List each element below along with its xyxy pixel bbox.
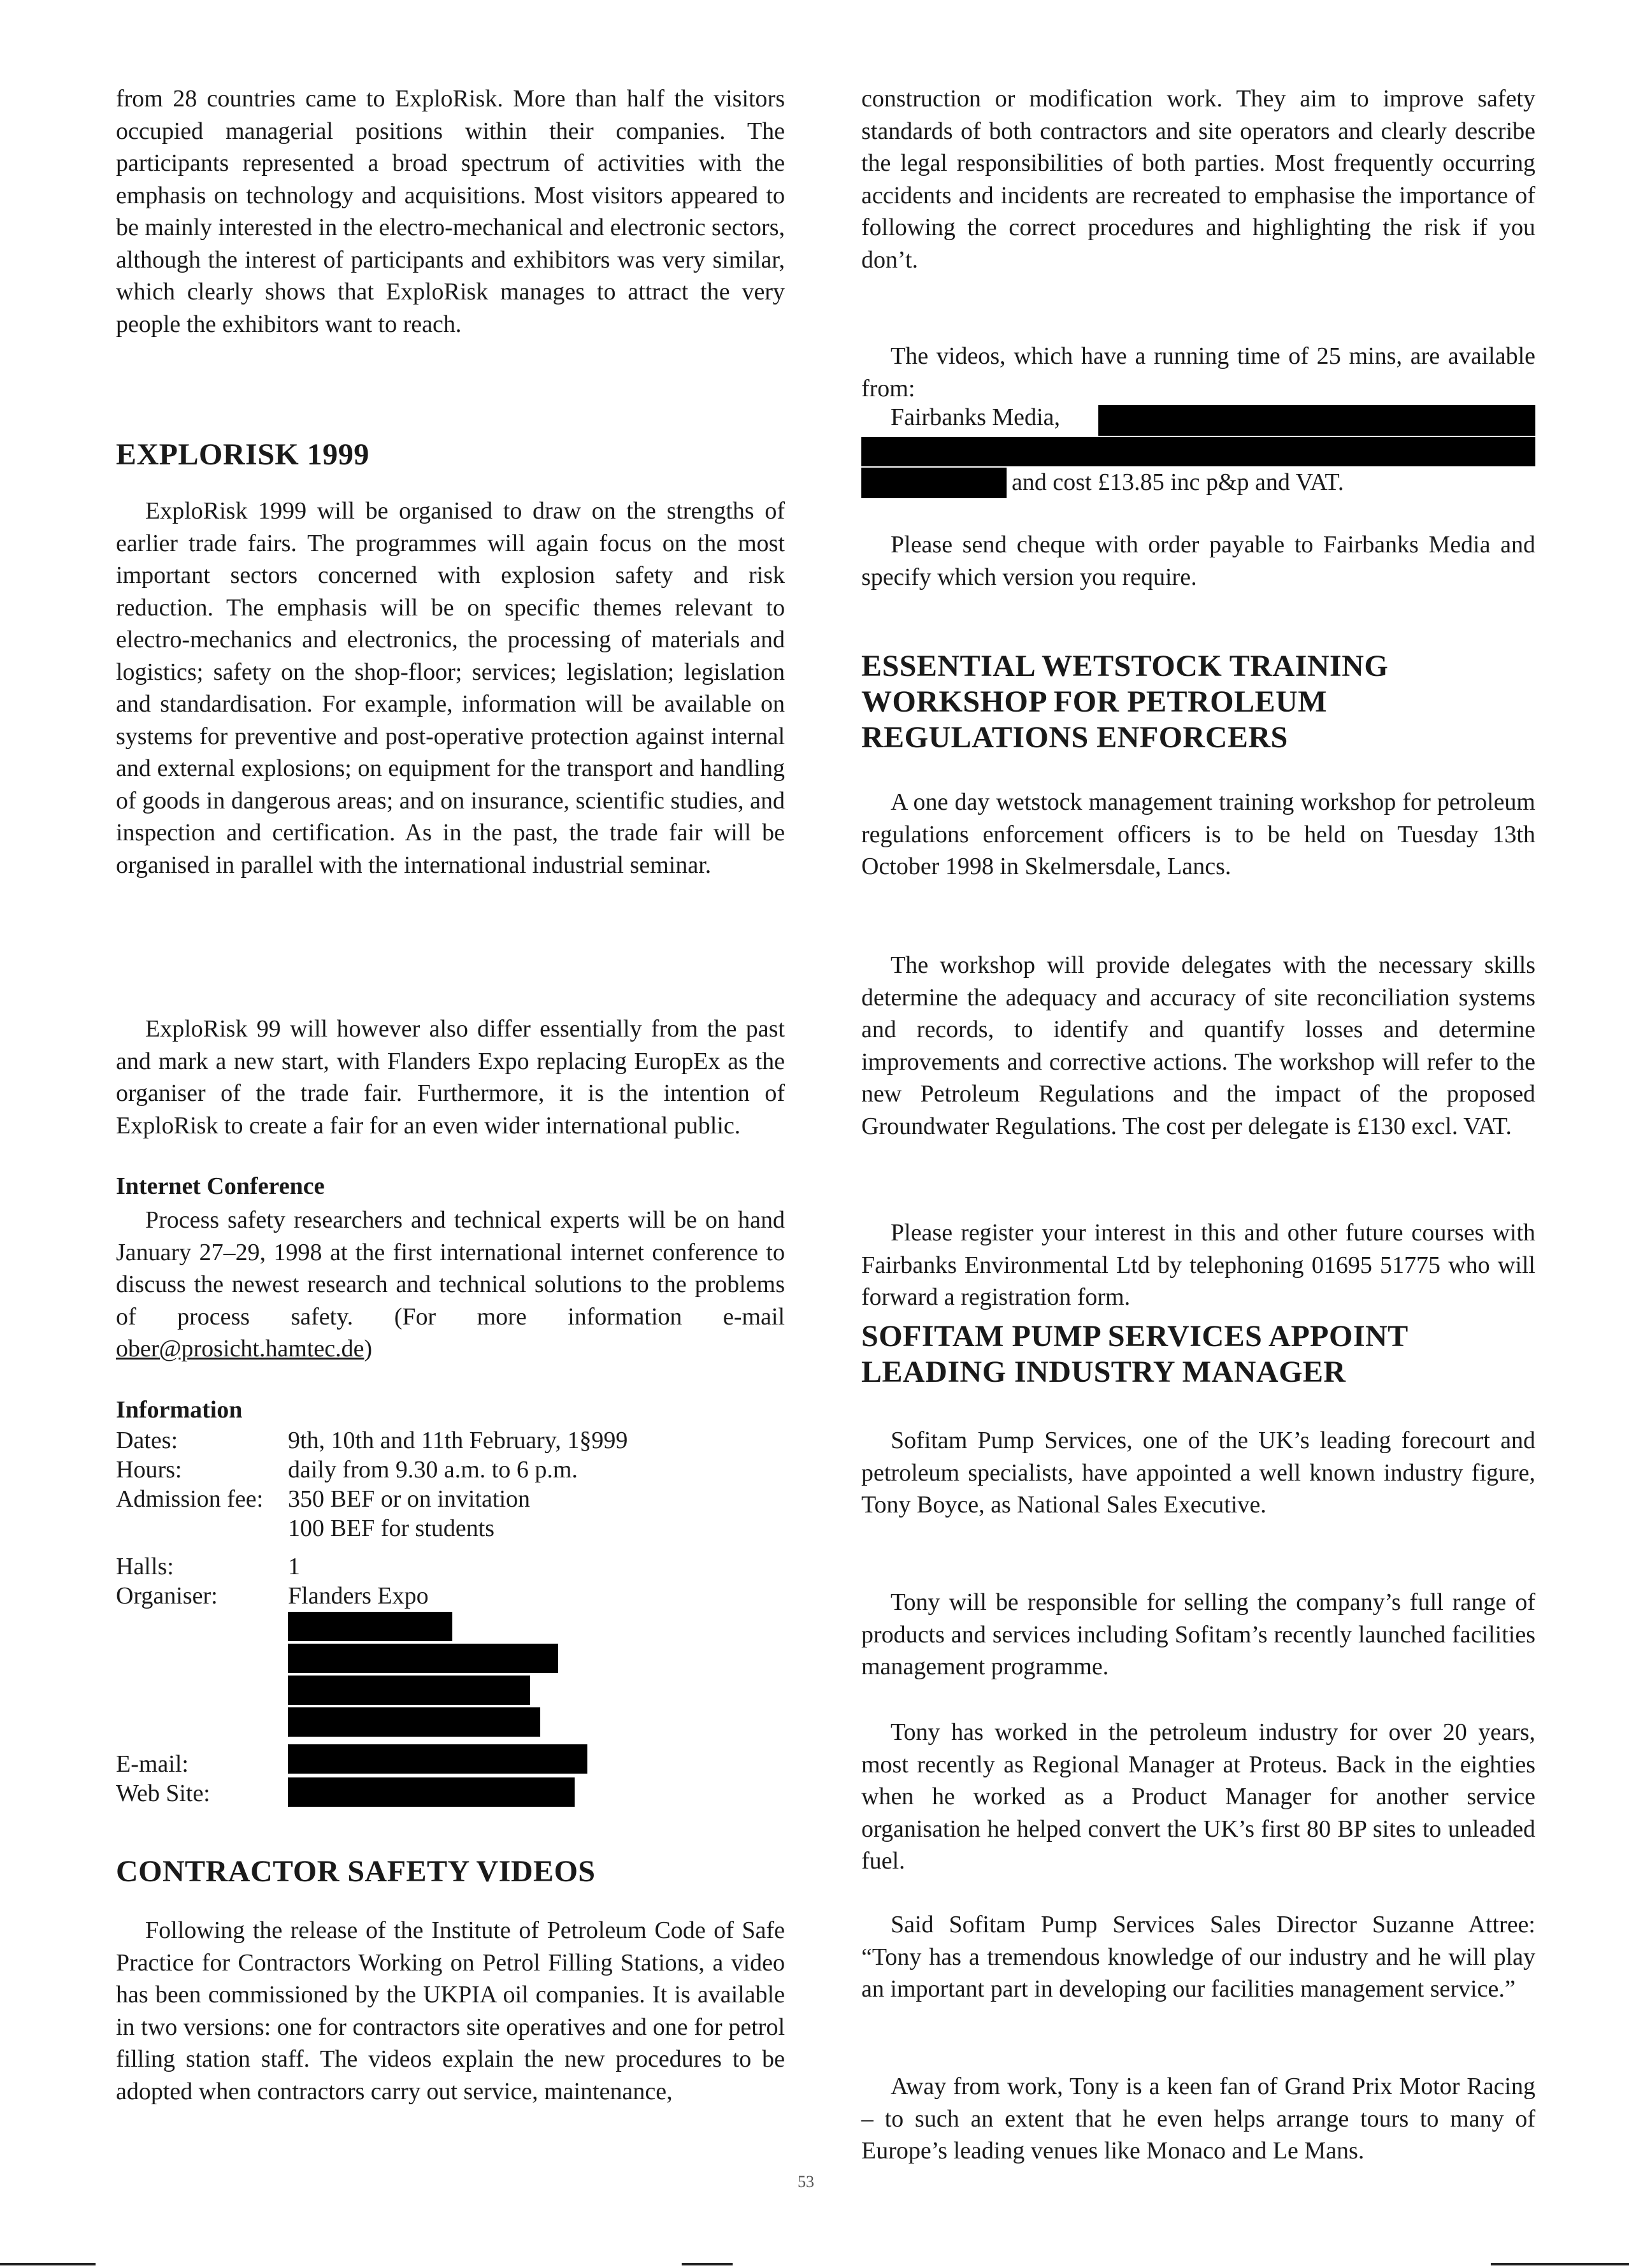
wetstock-training-heading: ESSENTIAL WETSTOCK TRAINING WORKSHOP FOR PETROLEUM REGULATIONS ENFORCERS: [861, 649, 1389, 754]
fairbanks-media-name: Fairbanks Media,: [891, 404, 1060, 431]
redacted-address-line-3: [288, 1676, 530, 1705]
contractor-continued-paragraph: construction or modification work. They aim to improve safety standards of both contractors and site operators and clearly describe the legal responsibilities of both parties. Most frequently occurring accidents and incidents are recreated to emphasise the importance of following the correct procedures and highlighting the risk if you don’t.: [861, 85, 1535, 273]
student-fee-value: 100 BEF for students: [288, 1515, 495, 1542]
admission-fee-value: 350 BEF or on invitation: [288, 1486, 530, 1512]
contractor-paragraph-1: Following the release of the Institute of Petroleum Code of Safe Practice for Contractors Working on Petrol Filling Stations, a video has been commissioned by the UKPIA oil companies. It is available in two versions: one for contractors site operatives and one for petrol filling station staff. The videos explain the new procedures to be adopted when contractors carry out service, maintenance,: [116, 1917, 785, 2105]
information-heading: Information: [116, 1396, 243, 1423]
wetstock-paragraph-3: Please register your interest in this and other future courses with Fairbanks Environmental Ltd by telephoning 01695 51775 who will forward a registration form.: [861, 1219, 1535, 1310]
hours-label: Hours:: [116, 1456, 182, 1483]
explorisk-1999-heading: EXPLORISK 1999: [116, 438, 370, 471]
email-label: E-mail:: [116, 1751, 189, 1777]
redacted-website: [288, 1777, 575, 1807]
dates-label: Dates:: [116, 1427, 178, 1454]
footer-rule-right: [1491, 2263, 1629, 2265]
redacted-address-line-4: [288, 1707, 540, 1737]
organiser-value: Flanders Expo: [288, 1583, 429, 1609]
cheque-paragraph: Please send cheque with order payable to Fairbanks Media and specify which version you require.: [861, 531, 1535, 591]
footer-rule-left: [0, 2263, 96, 2265]
sofitam-paragraph-5: Away from work, Tony is a keen fan of Grand Prix Motor Racing – to such an extent that he even helps arrange tours to many of Europe’s leading venues like Monaco and Le Mans.: [861, 2073, 1535, 2164]
internet-conference-paragraph: [116, 1204, 785, 1365]
wetstock-paragraph-1: A one day wetstock management training workshop for petroleum regulations enforcement officers is to be held on Tuesday 13th October 1998 in Skelmersdale, Lancs.: [861, 789, 1535, 880]
sofitam-paragraph-2: Tony will be responsible for selling the company’s full range of products and services including Sofitam’s recently launched facilities management programme.: [861, 1589, 1535, 1680]
sofitam-paragraph-3: Tony has worked in the petroleum industry for over 20 years, most recently as Regional Manager at Proteus. Back in the eighties when he worked as a Product Manager for another service organisation he helped convert the UK’s first 80 BP sites to unleaded fuel.: [861, 1719, 1535, 1874]
website-label: Web Site:: [116, 1780, 210, 1807]
hours-value: daily from 9.30 a.m. to 6 p.m.: [288, 1456, 578, 1483]
explorisk-paragraph-1: ExploRisk 1999 will be organised to draw on the strengths of earlier trade fairs. The programmes will again focus on the most important sectors concerned with explosion safety and risk reduction. The emphasis will be on specific themes relevant to electro-mechanics and electronics, the processing of materials and logistics; safety on the shop-floor; services; legislation; legislation and standardisation. For example, information will be available on systems for preventive and post-operative protection against internal and external explosions; on equipment for the transport and handling of goods in dangerous areas; and on insurance, scientific studies, and inspection and certification. As in the past, the trade fair will be organised in parallel with the international industrial seminar.: [116, 498, 785, 879]
sofitam-heading: SOFITAM PUMP SERVICES APPOINT LEADING INDUSTRY MANAGER: [861, 1319, 1408, 1389]
admission-fee-label: Admission fee:: [116, 1486, 264, 1512]
contractor-safety-videos-heading: CONTRACTOR SAFETY VIDEOS: [116, 1855, 596, 1888]
redacted-address-line-1: [288, 1612, 452, 1641]
video-cost-text: and cost £13.85 inc p&p and VAT.: [1012, 469, 1344, 496]
explorisk-paragraph-2: ExploRisk 99 will however also differ essentially from the past and mark a new start, with Flanders Expo replacing EuropEx as the organiser of the trade fair. Furthermore, it is the intention of ExploRisk to create a fair for an even wider international public.: [116, 1016, 785, 1139]
footer-rule-center: [682, 2263, 733, 2265]
redacted-fairbanks-address-2: [861, 437, 1535, 466]
internet-conference-text: Process safety researchers and technical experts will be on hand January 27–29, 1998 at the first international internet conference to discuss the newest research and technical solutions to the problems of process safety. (For more information e-mail: [116, 1207, 785, 1330]
internet-conference-heading: Internet Conference: [116, 1173, 325, 1200]
redacted-fairbanks-address-1: [1098, 405, 1535, 436]
internet-conference-close: ): [364, 1335, 373, 1362]
page-number: 53: [798, 2172, 814, 2191]
dates-value: 9th, 10th and 11th February, 1§999: [288, 1427, 628, 1454]
redacted-fairbanks-address-3: [861, 468, 1007, 498]
videos-availability-paragraph: The videos, which have a running time of 25 mins, are available from:: [861, 343, 1535, 402]
halls-label: Halls:: [116, 1553, 174, 1580]
organiser-label: Organiser:: [116, 1583, 218, 1609]
sofitam-paragraph-1: Sofitam Pump Services, one of the UK’s leading forecourt and petroleum specialists, have appointed a well known industry figure, Tony Boyce, as National Sales Executive.: [861, 1427, 1535, 1518]
intro-paragraph: from 28 countries came to ExploRisk. More than half the visitors occupied managerial positions within their companies. The participants represented a broad spectrum of activities with the emphasis on technology and acquisitions. Most visitors appeared to be mainly interested in the electro-mechanical and electronic sectors, although the interest of participants and exhibitors was very similar, which clearly shows that ExploRisk manages to attract the very people the exhibitors want to reach.: [116, 85, 785, 338]
conference-email-link[interactable]: ober@prosicht.hamtec.de: [116, 1335, 364, 1362]
halls-value: 1: [288, 1553, 300, 1580]
sofitam-paragraph-4: Said Sofitam Pump Services Sales Director Suzanne Attree: “Tony has a tremendous knowledge of our industry and he will play an important part in developing our facilities management service.”: [861, 1911, 1535, 2002]
information-table: [116, 1426, 785, 1808]
redacted-email: [288, 1744, 587, 1774]
redacted-address-line-2: [288, 1644, 558, 1673]
wetstock-paragraph-2: The workshop will provide delegates with the necessary skills determine the adequacy and accuracy of site reconciliation systems and records, to identify and quantify losses and determine improvements and corrective actions. The workshop will refer to the new Petroleum Regulations and the impact of the proposed Groundwater Regulations. The cost per delegate is £130 excl. VAT.: [861, 952, 1535, 1140]
